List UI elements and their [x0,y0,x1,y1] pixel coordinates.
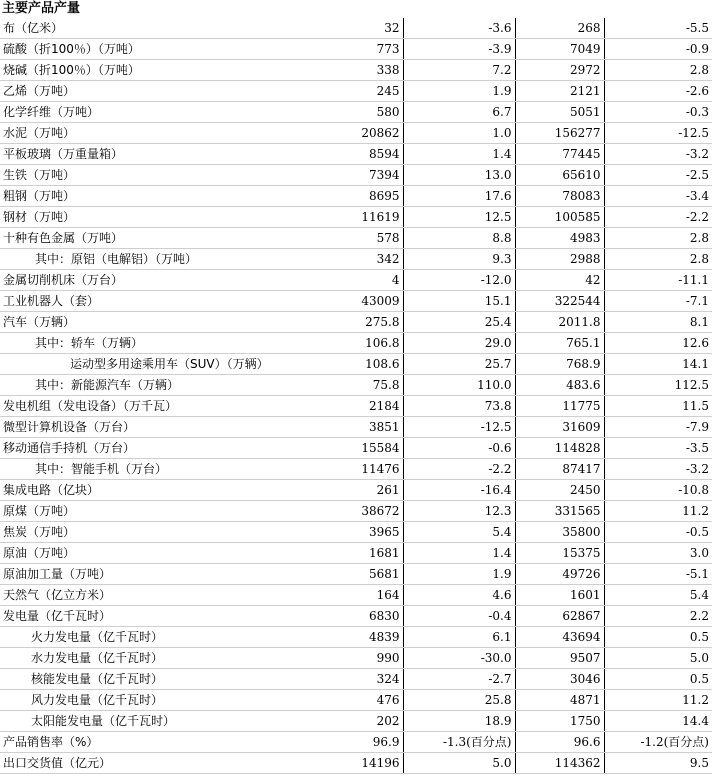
current-month-growth-cell: 110.0 [403,375,515,396]
current-month-value-cell: 8695 [302,186,403,207]
cumulative-value-cell: 87417 [515,459,604,480]
current-month-value-cell: 275.8 [302,312,403,333]
current-month-growth-cell: 29.0 [403,333,515,354]
cumulative-value-cell: 1601 [515,585,604,606]
cumulative-growth-cell: -0.3 [604,102,712,123]
current-month-growth-cell: 6.7 [403,102,515,123]
cumulative-value-cell: 2011.8 [515,312,604,333]
cumulative-growth-cell: -3.4 [604,186,712,207]
product-name-cell: 水力发电量（亿千瓦时） [0,648,302,669]
cumulative-value-cell: 77445 [515,144,604,165]
cumulative-value-cell: 43694 [515,627,604,648]
cumulative-growth-cell: 2.2 [604,606,712,627]
table-row [0,60,712,81]
current-month-growth-cell: 13.0 [403,165,515,186]
current-month-growth-cell: 12.3 [403,501,515,522]
cumulative-value-cell: 7049 [515,39,604,60]
current-month-value-cell: 4839 [302,627,403,648]
cumulative-value-cell: 49726 [515,564,604,585]
current-month-growth-cell: 1.9 [403,564,515,585]
cumulative-value-cell: 483.6 [515,375,604,396]
current-month-growth-cell: -2.7 [403,669,515,690]
table-row [0,312,712,333]
table-row [0,627,712,648]
table-row [0,333,712,354]
current-month-growth-cell: 5.0 [403,753,515,774]
cumulative-value-cell: 268 [515,18,604,39]
cumulative-growth-cell: -11.1 [604,270,712,291]
product-name-cell: 汽车（万辆） [0,312,302,333]
cumulative-growth-cell: -7.9 [604,417,712,438]
cumulative-value-cell: 65610 [515,165,604,186]
table-row [0,81,712,102]
product-name-cell: 平板玻璃（万重量箱） [0,144,302,165]
cumulative-growth-cell: 5.4 [604,585,712,606]
cumulative-growth-cell: 112.5 [604,375,712,396]
product-name-cell: 水泥（万吨） [0,123,302,144]
current-month-value-cell: 773 [302,39,403,60]
product-name-cell: 移动通信手持机（万台） [0,438,302,459]
product-name-cell: 核能发电量（亿千瓦时） [0,669,302,690]
product-name-cell: 集成电路（亿块） [0,480,302,501]
cumulative-growth-cell: -2.2 [604,207,712,228]
current-month-value-cell: 3851 [302,417,403,438]
current-month-growth-cell: 25.4 [403,312,515,333]
current-month-value-cell: 3965 [302,522,403,543]
current-month-value-cell: 1681 [302,543,403,564]
current-month-value-cell: 476 [302,690,403,711]
cumulative-growth-cell: 8.1 [604,312,712,333]
product-name-cell: 乙烯（万吨） [0,81,302,102]
current-month-value-cell: 324 [302,669,403,690]
cumulative-growth-cell: -12.5 [604,123,712,144]
current-month-value-cell: 342 [302,249,403,270]
table-row [0,501,712,522]
table-row [0,186,712,207]
product-name-cell: 布（亿米） [0,18,302,39]
table-row [0,144,712,165]
cumulative-growth-cell: -2.5 [604,165,712,186]
current-month-growth-cell: 18.9 [403,711,515,732]
cumulative-value-cell: 4983 [515,228,604,249]
cumulative-growth-cell: 14.4 [604,711,712,732]
current-month-growth-cell: 12.5 [403,207,515,228]
current-month-value-cell: 43009 [302,291,403,312]
current-month-value-cell: 38672 [302,501,403,522]
current-month-growth-cell: 7.2 [403,60,515,81]
table-row [0,123,712,144]
product-name-cell: 其中：智能手机（万台） [0,459,302,480]
cumulative-growth-cell: 11.5 [604,396,712,417]
current-month-growth-cell: -1.3(百分点) [403,732,515,753]
table-row [0,543,712,564]
current-month-value-cell: 261 [302,480,403,501]
current-month-value-cell: 20862 [302,123,403,144]
product-name-cell: 焦炭（万吨） [0,522,302,543]
cumulative-growth-cell: 9.5 [604,753,712,774]
cumulative-value-cell: 78083 [515,186,604,207]
current-month-value-cell: 15584 [302,438,403,459]
table-row [0,690,712,711]
cumulative-value-cell: 96.6 [515,732,604,753]
product-name-cell: 钢材（万吨） [0,207,302,228]
cumulative-growth-cell: 3.0 [604,543,712,564]
cumulative-growth-cell: 2.8 [604,60,712,81]
table-row [0,438,712,459]
current-month-value-cell: 4 [302,270,403,291]
cumulative-value-cell: 2972 [515,60,604,81]
product-name-cell: 微型计算机设备（万台） [0,417,302,438]
current-month-growth-cell: -12.5 [403,417,515,438]
product-name-cell: 其中：原铝（电解铝）（万吨） [0,249,302,270]
current-month-growth-cell: -0.6 [403,438,515,459]
cumulative-value-cell: 156277 [515,123,604,144]
cumulative-value-cell: 765.1 [515,333,604,354]
current-month-growth-cell: 1.4 [403,543,515,564]
current-month-value-cell: 106.8 [302,333,403,354]
product-name-cell: 天然气（亿立方米） [0,585,302,606]
current-month-value-cell: 14196 [302,753,403,774]
current-month-value-cell: 32 [302,18,403,39]
current-month-growth-cell: 9.3 [403,249,515,270]
current-month-growth-cell: 25.7 [403,354,515,375]
current-month-value-cell: 5681 [302,564,403,585]
product-name-cell: 运动型多用途乘用车（SUV）（万辆） [0,354,302,375]
cumulative-growth-cell: 0.5 [604,669,712,690]
product-name-cell: 工业机器人（套） [0,291,302,312]
cumulative-value-cell: 3046 [515,669,604,690]
current-month-value-cell: 11476 [302,459,403,480]
current-month-growth-cell: 5.4 [403,522,515,543]
current-month-growth-cell: 1.0 [403,123,515,144]
table-row [0,270,712,291]
cumulative-growth-cell: 2.8 [604,249,712,270]
cumulative-value-cell: 42 [515,270,604,291]
cumulative-growth-cell: -0.9 [604,39,712,60]
product-name-cell: 硫酸（折100％）（万吨） [0,39,302,60]
current-month-value-cell: 202 [302,711,403,732]
cumulative-value-cell: 114828 [515,438,604,459]
cumulative-value-cell: 35800 [515,522,604,543]
product-name-cell: 生铁（万吨） [0,165,302,186]
cumulative-growth-cell: 11.2 [604,690,712,711]
cumulative-value-cell: 2988 [515,249,604,270]
product-name-cell: 风力发电量（亿千瓦时） [0,690,302,711]
current-month-growth-cell: -12.0 [403,270,515,291]
table-row [0,375,712,396]
cumulative-growth-cell: -3.2 [604,144,712,165]
current-month-value-cell: 75.8 [302,375,403,396]
table-row [0,291,712,312]
cumulative-growth-cell: -10.8 [604,480,712,501]
product-name-cell: 原油（万吨） [0,543,302,564]
cumulative-growth-cell: -3.2 [604,459,712,480]
product-name-cell: 产品销售率（%） [0,732,302,753]
table-row [0,354,712,375]
product-name-cell: 烧碱（折100％）（万吨） [0,60,302,81]
table-row [0,18,712,39]
product-name-cell: 出口交货值（亿元） [0,753,302,774]
cumulative-value-cell: 2121 [515,81,604,102]
table-body [0,18,712,774]
cumulative-growth-cell: 11.2 [604,501,712,522]
current-month-growth-cell: 4.6 [403,585,515,606]
table-row [0,207,712,228]
current-month-value-cell: 6830 [302,606,403,627]
current-month-value-cell: 990 [302,648,403,669]
product-name-cell: 火力发电量（亿千瓦时） [0,627,302,648]
current-month-growth-cell: 6.1 [403,627,515,648]
current-month-growth-cell: -16.4 [403,480,515,501]
cumulative-value-cell: 5051 [515,102,604,123]
cumulative-value-cell: 1750 [515,711,604,732]
cumulative-growth-cell: 5.0 [604,648,712,669]
current-month-value-cell: 164 [302,585,403,606]
table-row [0,39,712,60]
product-output-table [0,18,712,774]
current-month-value-cell: 245 [302,81,403,102]
current-month-growth-cell: 1.4 [403,144,515,165]
table-row [0,711,712,732]
cumulative-growth-cell: 12.6 [604,333,712,354]
product-name-cell: 十种有色金属（万吨） [0,228,302,249]
current-month-value-cell: 580 [302,102,403,123]
cumulative-value-cell: 322544 [515,291,604,312]
table-row [0,459,712,480]
product-name-cell: 粗钢（万吨） [0,186,302,207]
current-month-growth-cell: 1.9 [403,81,515,102]
table-row [0,249,712,270]
cumulative-value-cell: 2450 [515,480,604,501]
cumulative-value-cell: 100585 [515,207,604,228]
current-month-value-cell: 338 [302,60,403,81]
product-name-cell: 金属切削机床（万台） [0,270,302,291]
table-row [0,480,712,501]
table-row [0,522,712,543]
current-month-growth-cell: -0.4 [403,606,515,627]
table-row [0,396,712,417]
table-row [0,606,712,627]
table-row [0,165,712,186]
table-row [0,648,712,669]
cumulative-value-cell: 4871 [515,690,604,711]
current-month-value-cell: 578 [302,228,403,249]
cumulative-growth-cell: -1.2(百分点) [604,732,712,753]
current-month-growth-cell: 73.8 [403,396,515,417]
product-name-cell: 太阳能发电量（亿千瓦时） [0,711,302,732]
table-row [0,564,712,585]
cumulative-value-cell: 331565 [515,501,604,522]
current-month-value-cell: 11619 [302,207,403,228]
cumulative-growth-cell: -7.1 [604,291,712,312]
cumulative-value-cell: 62867 [515,606,604,627]
product-name-cell: 原油加工量（万吨） [0,564,302,585]
table-row [0,669,712,690]
cumulative-value-cell: 15375 [515,543,604,564]
product-name-cell: 发电量（亿千瓦时） [0,606,302,627]
table-row [0,732,712,753]
current-month-growth-cell: -3.9 [403,39,515,60]
current-month-growth-cell: 17.6 [403,186,515,207]
current-month-value-cell: 108.6 [302,354,403,375]
current-month-growth-cell: 15.1 [403,291,515,312]
cumulative-value-cell: 114362 [515,753,604,774]
table-row [0,102,712,123]
current-month-value-cell: 8594 [302,144,403,165]
current-month-value-cell: 96.9 [302,732,403,753]
cumulative-growth-cell: -5.5 [604,18,712,39]
product-name-cell: 化学纤维（万吨） [0,102,302,123]
product-name-cell: 原煤（万吨） [0,501,302,522]
product-name-cell: 其中：新能源汽车（万辆） [0,375,302,396]
table-title: 主要产品产量 [2,1,81,16]
table-row [0,585,712,606]
current-month-growth-cell: -30.0 [403,648,515,669]
cumulative-value-cell: 31609 [515,417,604,438]
cumulative-value-cell: 11775 [515,396,604,417]
cumulative-value-cell: 768.9 [515,354,604,375]
cumulative-growth-cell: -5.1 [604,564,712,585]
table-row [0,228,712,249]
current-month-growth-cell: -3.6 [403,18,515,39]
cumulative-growth-cell: -2.6 [604,81,712,102]
cumulative-growth-cell: 0.5 [604,627,712,648]
current-month-value-cell: 2184 [302,396,403,417]
current-month-growth-cell: 25.8 [403,690,515,711]
current-month-value-cell: 7394 [302,165,403,186]
table-row [0,417,712,438]
cumulative-growth-cell: -3.5 [604,438,712,459]
current-month-growth-cell: 8.8 [403,228,515,249]
table-row [0,753,712,774]
product-name-cell: 发电机组（发电设备）（万千瓦） [0,396,302,417]
cumulative-growth-cell: -0.5 [604,522,712,543]
current-month-growth-cell: -2.2 [403,459,515,480]
product-name-cell: 其中：轿车（万辆） [0,333,302,354]
cumulative-growth-cell: 2.8 [604,228,712,249]
cumulative-growth-cell: 14.1 [604,354,712,375]
cumulative-value-cell: 9507 [515,648,604,669]
